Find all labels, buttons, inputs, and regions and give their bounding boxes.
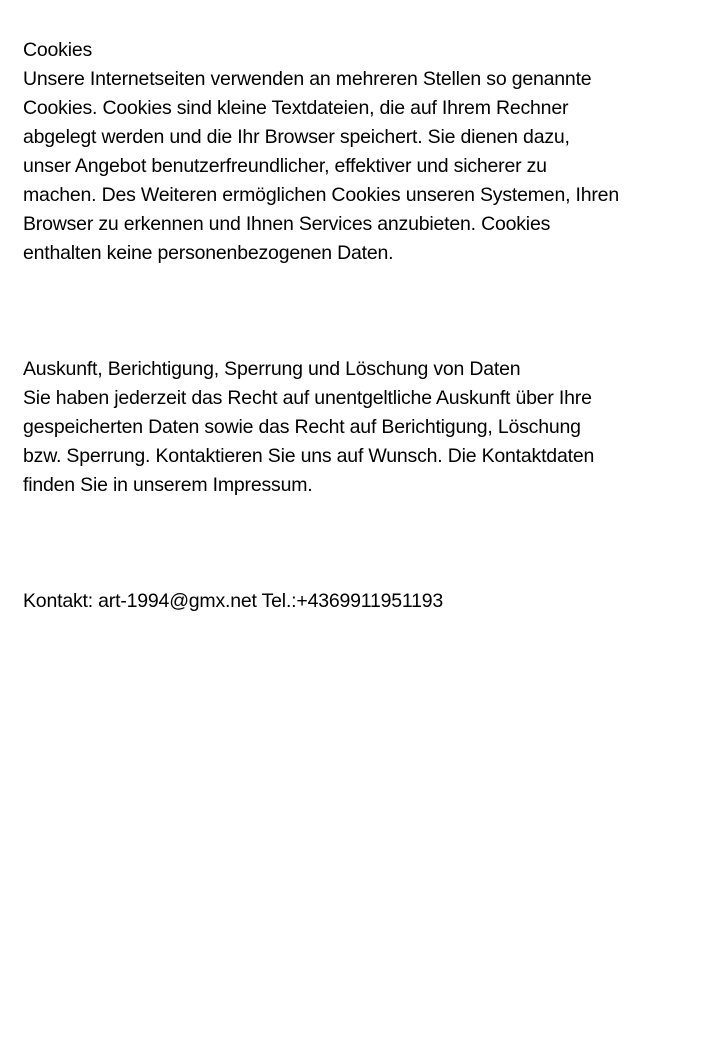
cookies-text-line: enthalten keine personenbezogenen Daten. (23, 242, 394, 264)
data-rights-heading: Auskunft, Berichtigung, Sperrung und Löschung von Daten (23, 358, 521, 380)
contact-info: Kontakt: art-1994@gmx.net Tel.:+4369911951193 (23, 590, 444, 612)
cookies-text-line: Cookies. Cookies sind kleine Textdateien, die auf Ihrem Rechner (23, 97, 569, 119)
cookies-text-line: abgelegt werden und die Ihr Browser speichert. Sie dienen dazu, (23, 126, 570, 148)
data-rights-text-line: gespeicherten Daten sowie das Recht auf Berichtigung, Löschung (23, 416, 581, 438)
cookies-text-line: Unsere Internetseiten verwenden an mehreren Stellen so genannte (23, 68, 592, 90)
cookies-section (23, 36, 708, 268)
cookies-heading: Cookies (23, 39, 93, 61)
data-rights-text-line: finden Sie in unserem Impressum. (23, 474, 313, 496)
cookies-text-line: Browser zu erkennen und Ihnen Services anzubieten. Cookies (23, 213, 551, 235)
privacy-document (23, 36, 708, 616)
data-rights-text-line: Sie haben jederzeit das Recht auf unentgeltliche Auskunft über Ihre (23, 387, 592, 409)
cookies-text-line: unser Angebot benutzerfreundlicher, effektiver und sicherer zu (23, 155, 547, 177)
data-rights-text-line: bzw. Sperrung. Kontaktieren Sie uns auf Wunsch. Die Kontaktdaten (23, 445, 595, 467)
contact-section (23, 587, 708, 616)
data-rights-section (23, 355, 708, 500)
cookies-text-line: machen. Des Weiteren ermöglichen Cookies unseren Systemen, Ihren (23, 184, 619, 206)
